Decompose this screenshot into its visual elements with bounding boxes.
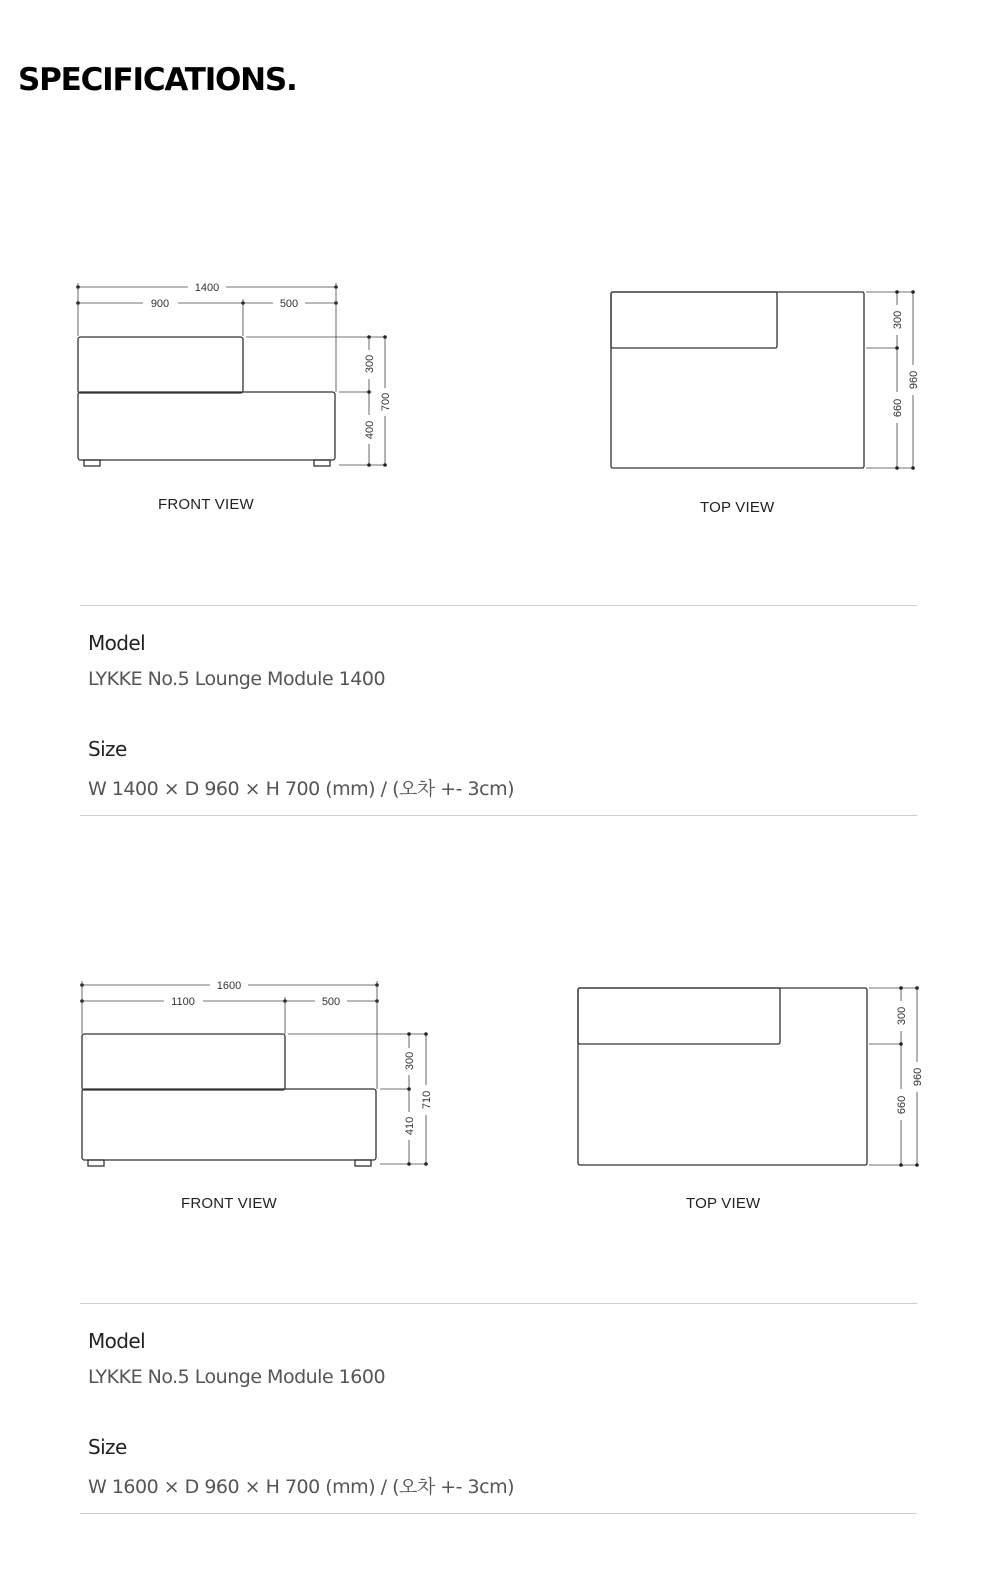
size-label: Size bbox=[88, 737, 127, 761]
front-view-label: FRONT VIEW bbox=[158, 496, 254, 513]
dim-total-depth: 960 bbox=[912, 1067, 924, 1087]
dim-back-height: 300 bbox=[364, 354, 376, 374]
dim-seat-height: 400 bbox=[364, 420, 376, 440]
section-divider bbox=[80, 1303, 917, 1304]
front-view-label: FRONT VIEW bbox=[181, 1195, 277, 1212]
dim-total-width: 1400 bbox=[194, 282, 220, 294]
dim-total-height: 700 bbox=[380, 392, 392, 412]
size-label: Size bbox=[88, 1435, 127, 1459]
dim-back-width: 500 bbox=[321, 996, 341, 1008]
dim-back-depth: 300 bbox=[892, 310, 904, 330]
dim-total-width: 1600 bbox=[216, 980, 242, 992]
top-view-drawing bbox=[600, 280, 930, 480]
top-view-drawing bbox=[570, 975, 930, 1175]
dim-seat-width: 900 bbox=[150, 298, 170, 310]
page-title: SPECIFICATIONS. bbox=[18, 62, 297, 98]
dim-seat-depth: 660 bbox=[892, 398, 904, 418]
size-value: W 1600 × D 960 × H 700 (mm) / (오차 +- 3cm) bbox=[88, 1476, 514, 1498]
model-value: LYKKE No.5 Lounge Module 1600 bbox=[88, 1366, 386, 1388]
front-view-drawing bbox=[60, 970, 440, 1180]
model-label: Model bbox=[88, 1329, 146, 1353]
size-value: W 1400 × D 960 × H 700 (mm) / (오차 +- 3cm) bbox=[88, 778, 514, 800]
section-divider bbox=[80, 1513, 917, 1514]
dim-back-width: 500 bbox=[279, 298, 299, 310]
dim-seat-height: 410 bbox=[404, 1116, 416, 1136]
dim-seat-width: 1100 bbox=[171, 996, 195, 1008]
dim-back-depth: 300 bbox=[896, 1006, 908, 1026]
dim-back-height: 300 bbox=[404, 1051, 416, 1071]
section-divider bbox=[80, 605, 917, 606]
dim-seat-depth: 660 bbox=[896, 1095, 908, 1115]
model-value: LYKKE No.5 Lounge Module 1400 bbox=[88, 668, 386, 690]
model-label: Model bbox=[88, 631, 146, 655]
dim-total-height: 710 bbox=[421, 1090, 433, 1110]
dim-total-depth: 960 bbox=[908, 370, 920, 390]
front-view-drawing bbox=[60, 270, 400, 480]
top-view-label: TOP VIEW bbox=[700, 499, 775, 516]
top-view-label: TOP VIEW bbox=[686, 1195, 761, 1212]
section-divider bbox=[80, 815, 917, 816]
